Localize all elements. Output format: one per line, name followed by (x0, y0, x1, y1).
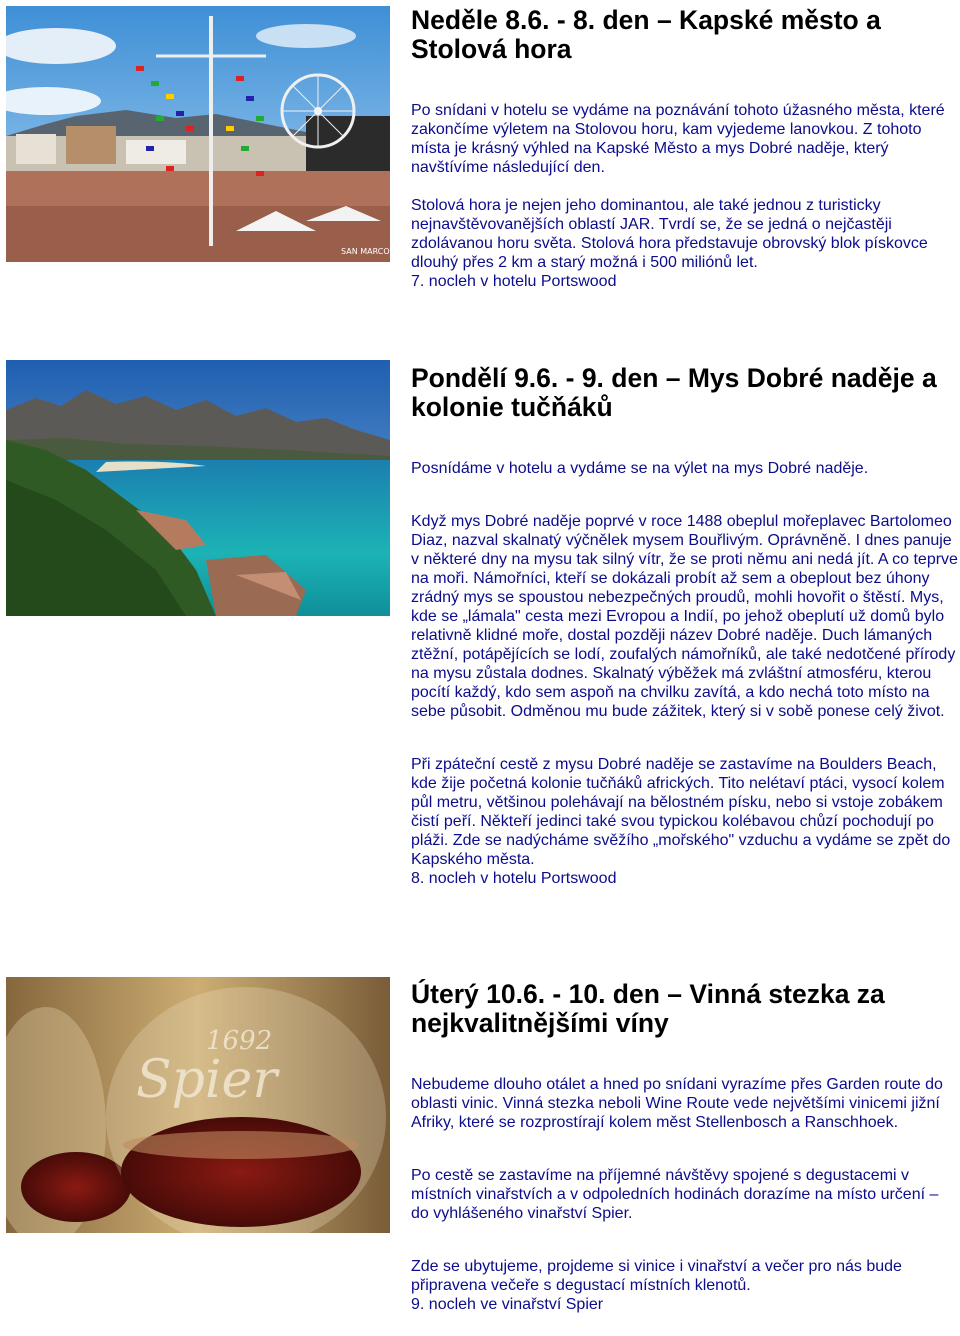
section-title: Neděle 8.6. - 8. den – Kapské město a Stolová hora (411, 5, 881, 64)
paragraph: Zde se ubytujeme, projdeme si vinice i vinařství a večer pro nás bude připravena večeře s degustací místních klenotů. (411, 1258, 902, 1294)
waterfront-photo (6, 6, 390, 262)
coast-mountains-photo-icon (6, 360, 390, 616)
coast-photo (6, 360, 390, 616)
section-title: Úterý 10.6. - 10. den – Vinná stezka za nejkvalitnějšími víny (411, 979, 885, 1038)
glass-year-text: 1692 (206, 1026, 273, 1056)
sign-text: SAN MARCO (341, 247, 390, 256)
paragraph: Stolová hora je nejen jeho dominantou, ale také jednou z turisticky nejnavštěvovanějších oblastí JAR. Tvrdí se, že se jedná o nejčastěji zdolávanou horu světa. Stolová hora představuje obrovský blok pískovce dlouhý přes 2 km a starý možná i 500 miliónů let. (411, 197, 928, 271)
wine-glasses-photo-icon (6, 977, 390, 1233)
waterfront-ferris-wheel-photo-icon (6, 6, 390, 262)
paragraph: Posnídáme v hotelu a vydáme se na výlet na mys Dobré naděje. (411, 460, 869, 477)
section-day-10 (411, 980, 960, 1314)
section-title: Pondělí 9.6. - 9. den – Mys Dobré naděje a kolonie tučňáků (411, 363, 937, 422)
paragraph: Po snídani v hotelu se vydáme na poznávání tohoto úžasného města, které zakončíme výletem na Stolovou horu, kam vyjedeme lanovkou. Z tohoto místa je krásný výhled na Kapské Město a mys Dobré naděje, který navštívíme následující den. (411, 102, 945, 176)
section-day-8 (411, 6, 960, 291)
overnight-note: 9. nocleh ve vinařství Spier (411, 1296, 604, 1313)
paragraph: Když mys Dobré naděje poprvé v roce 1488 obeplul mořeplavec Bartolomeo Diaz, nazval skalnatý výčnělek mysem Bouřlivým. Oprávněně. I dnes panuje v některé dny na mysu tak silný vítr, že se proti němu ani nedá jít. A co teprve na moři. Námořníci, kteří se dokázali probít až sem a obeplout bez úhony zrádný mys se spoustou nebezpečných proudů, mohli hovořit o štěstí. Mys, kde se „lámala" cesta mezi Evropou a Indií, po jehož obeplutí už domů bylo relativně klidné moře, dostal později název Dobré naděje. Duch lámaných ztěžní, potápějících se lodí, zoufalých námořníků, ale také nedotčené přírody na mysu zůstala dodnes. Skalnatý výběžek má zvláštní atmosféru, kterou pocítí každý, kdo sem aspoň na chvilku zavítá, a kdo nechá toto místo na sebe působit. Odměnou mu bude zážitek, který si v sobě ponese celý život. (411, 513, 958, 720)
wine-photo (6, 977, 390, 1233)
section-day-9 (411, 364, 960, 888)
glass-brand-text: Spier (136, 1050, 278, 1110)
paragraph: Po cestě se zastavíme na příjemné návštěvy spojené s degustacemi v místních vinařstvích a v odpoledních hodinách dorazíme na místo určení – do vyhlášeného vinařství Spier. (411, 1167, 939, 1222)
overnight-note: 7. nocleh v hotelu Portswood (411, 273, 617, 290)
paragraph: Nebudeme dlouho otálet a hned po snídani vyrazíme přes Garden route do oblasti vinic. Vinná stezka neboli Wine Route vede největšími vinicemi jižní Afriky, které se rozprostírají kolem měst Stellenbosch a Ranschhoek. (411, 1076, 943, 1131)
paragraph: Při zpáteční cestě z mysu Dobré naděje se zastavíme na Boulders Beach, kde žije početná kolonie tučňáků afrických. Tito nelétaví ptáci, vysocí kolem půl metru, většinou polehávají na bělostném písku, nebo si vstoje zobákem čistí peří. Někteří jedinci také svou typickou kolébavou chůzí pochodují po pláži. Zde se nadýcháme svěžího „mořského" vzduchu a vydáme se zpět do Kapského města. (411, 756, 951, 868)
overnight-note: 8. nocleh v hotelu Portswood (411, 870, 617, 887)
